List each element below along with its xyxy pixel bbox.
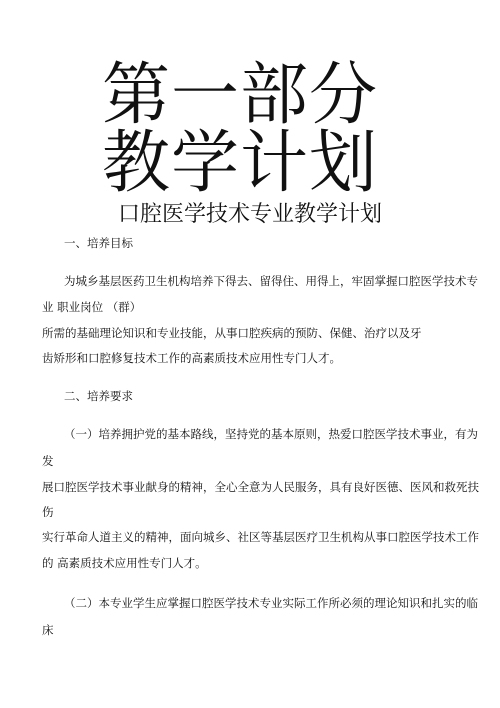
- document-subtitle: 口腔医学技术专业教学计划: [118, 202, 383, 227]
- section-2-line-6: 的 高素质技术应用性专门人才。: [42, 556, 207, 570]
- section-2-heading: 二、培养要求: [64, 389, 133, 403]
- section-2-line-3: 展口腔医学技术事业献身的精神，全心全意为人民服务，具有良好医德、医风和救死扶: [42, 480, 479, 494]
- document-title-line-1: 第一部分: [102, 56, 379, 135]
- section-1-heading: 一、培养目标: [64, 236, 133, 250]
- section-2-line-7: （二）本专业学生应掌握口腔医学技术专业实际工作所必须的理论知识和扎实的临: [64, 596, 478, 610]
- section-2-line-8: 床: [42, 623, 54, 637]
- section-2-line-5: 实行革命人道主义的精神，面向城乡、社区等基层医疗卫生机构从事口腔医学技术工作: [42, 530, 479, 544]
- section-2-line-4: 伤: [42, 505, 54, 519]
- section-1-line-1: 为城乡基层医药卫生机构培养下得去、留得住、用得上，牢固掌握口腔医学技术专: [64, 274, 478, 288]
- section-1-line-4: 齿矫形和口腔修复技术工作的高素质技术应用性专门人才。: [42, 351, 341, 365]
- section-1-line-3: 所需的基础理论知识和专业技能，从事口腔疾病的预防、保健、治疗以及牙: [42, 326, 422, 340]
- section-1-line-2: 业 职业岗位 （群）: [42, 300, 142, 314]
- section-2-line-1: （一）培养拥护党的基本路线，坚持党的基本原则，热爱口腔医学技术事业，有为: [64, 427, 478, 441]
- document-title-line-2: 教学计划: [102, 124, 379, 203]
- section-2-line-2: 发: [42, 454, 54, 468]
